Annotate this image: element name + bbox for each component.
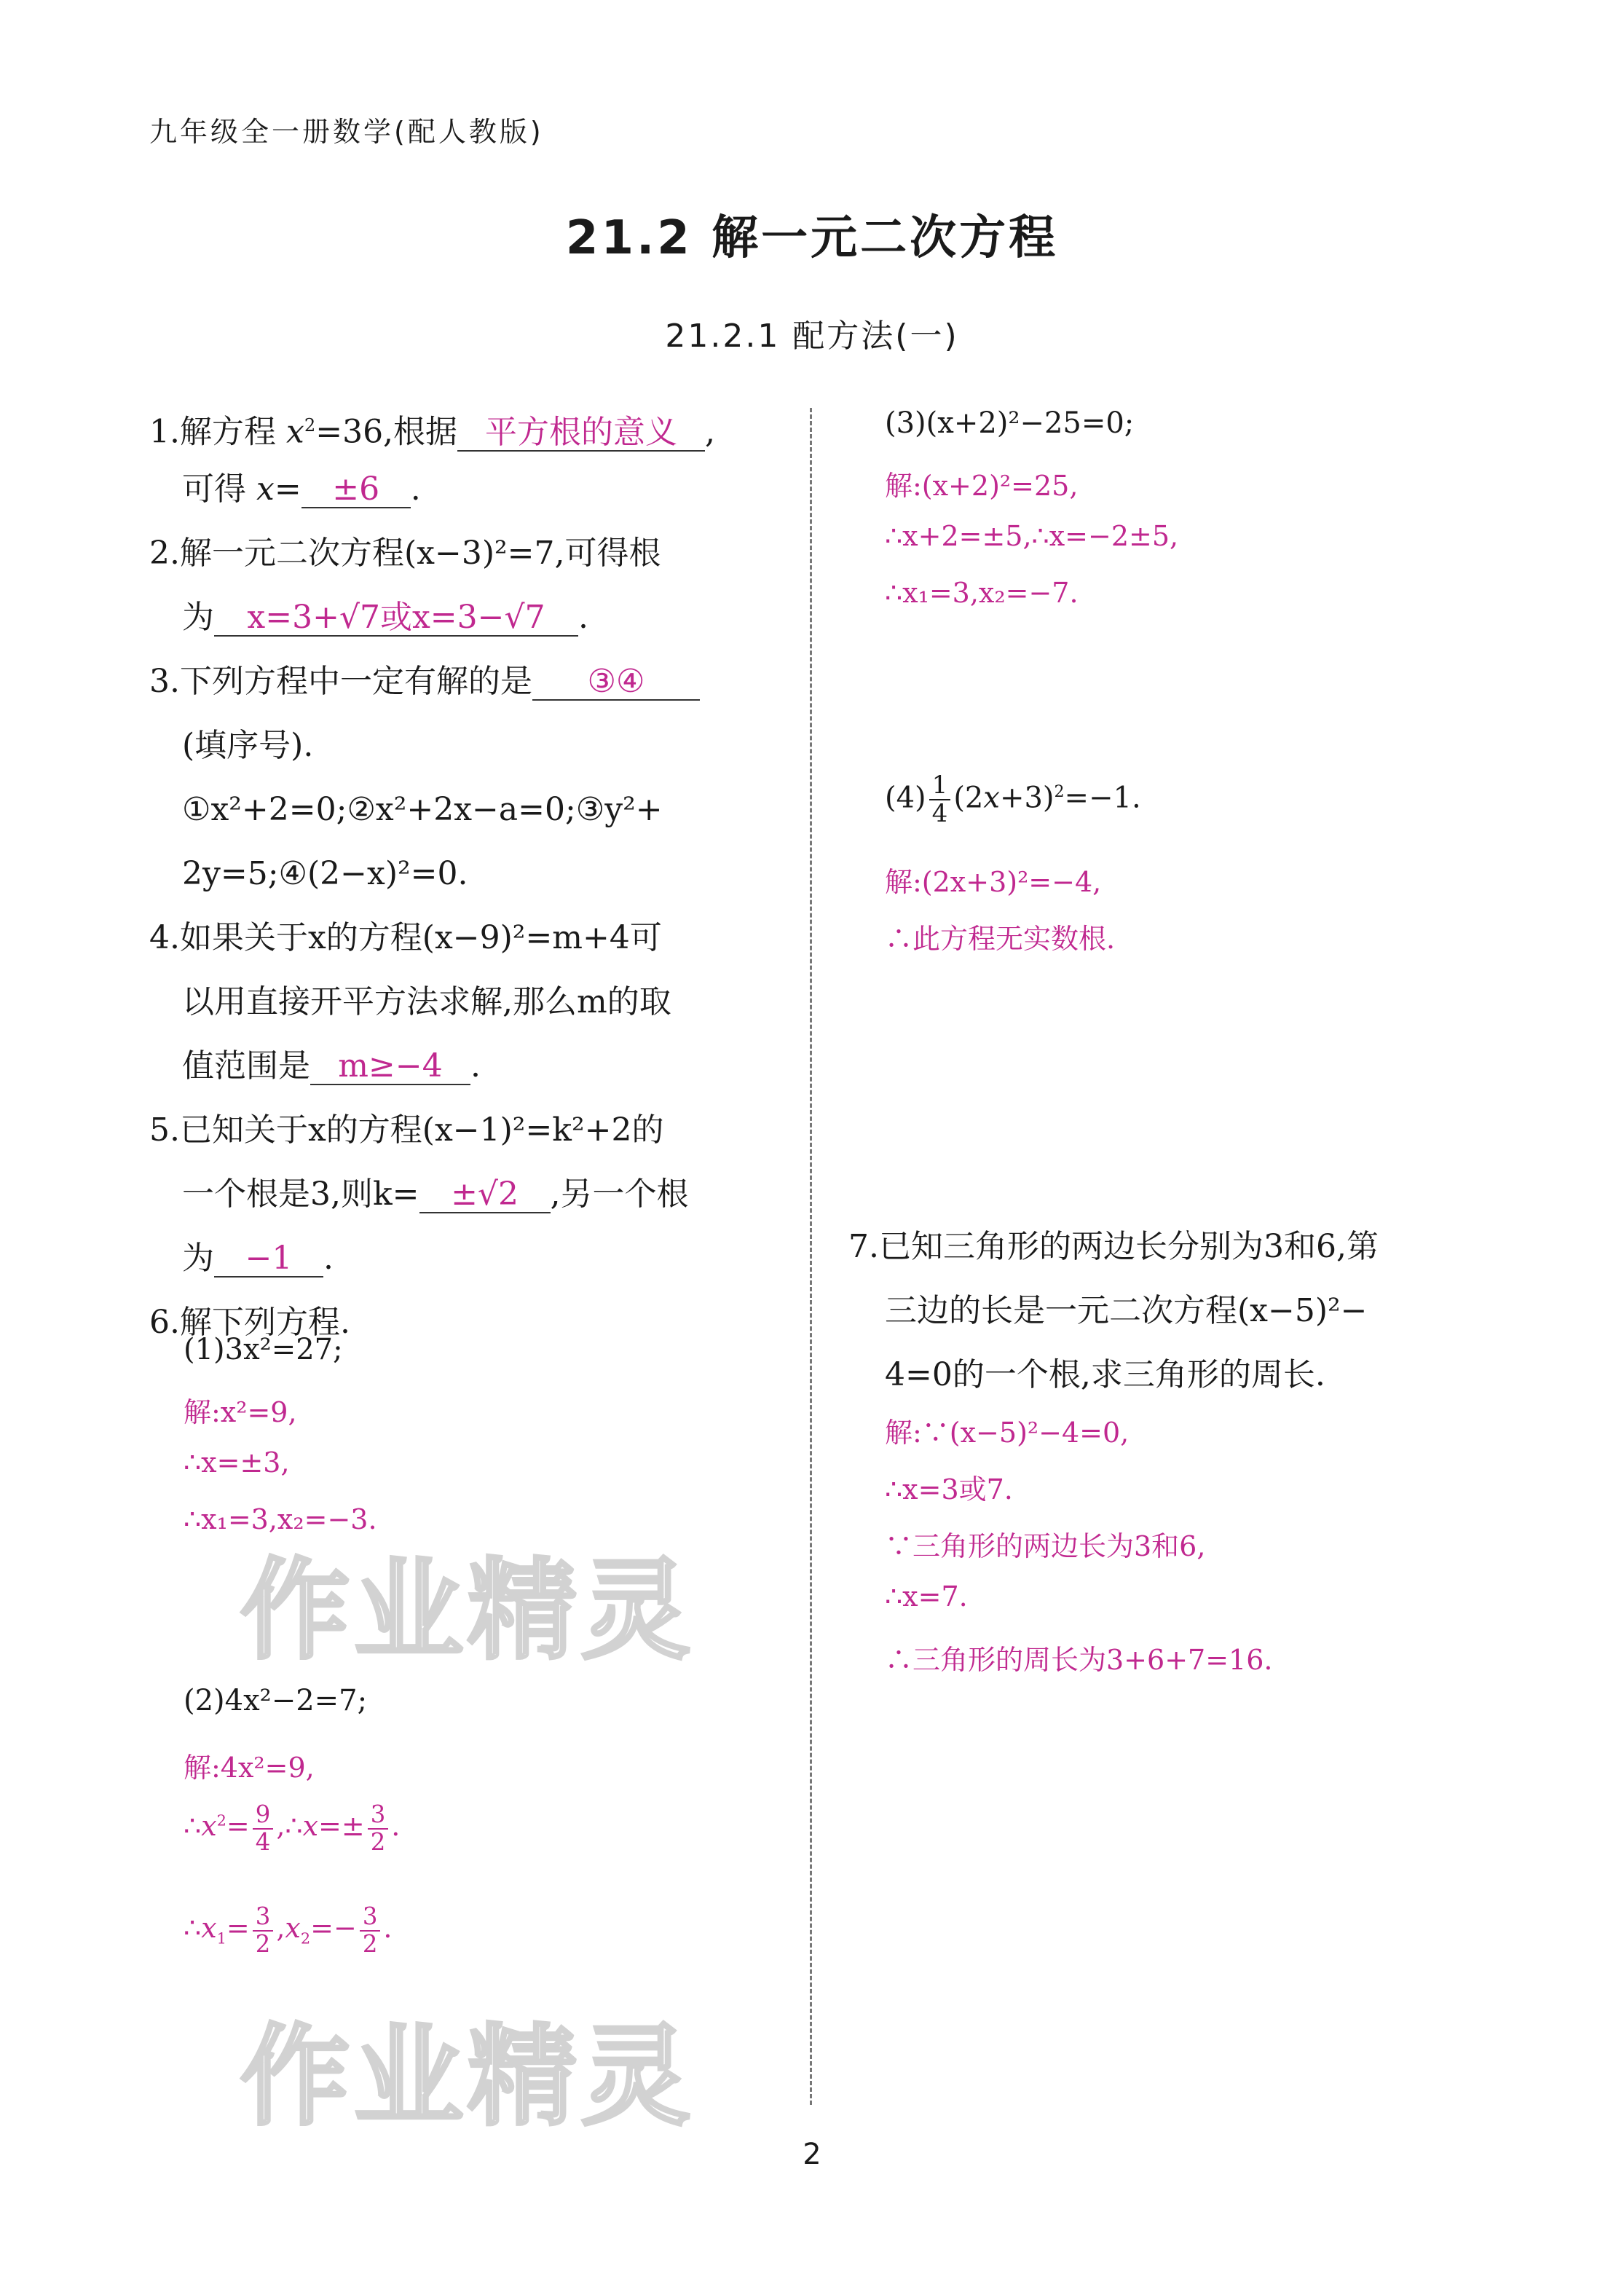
q5-line2-suffix: ,另一个根	[550, 1176, 689, 1213]
question-3-line1	[149, 650, 700, 714]
q7-step2: ∴x=3或7.	[885, 1473, 1013, 1505]
column-divider	[810, 408, 812, 2105]
q6-part4-label: (4) $\frac{1}{4}$ $(2x+3)^2=-1$.	[885, 771, 1141, 829]
q6-part3-step2: ∴x+2=±5,∴x=−2±5,	[885, 520, 1179, 552]
question-1-line1: 1.解方程 $x^2=36$,根据 平方根的意义 ,	[149, 413, 716, 451]
page-number: 2	[803, 2138, 821, 2171]
q7-step1: 解:∵(x−5)²−4=0,	[885, 1417, 1130, 1449]
q6-part2-step2: $\therefore x^2=$ $\frac{9}{4}$ ,∴x=± $\frac{3}{2}$ .	[184, 1800, 401, 1856]
q7-step5: ∴三角形的周长为3+6+7=16.	[885, 1644, 1273, 1676]
question-1-line2: 可得 x= ±6 .	[182, 471, 421, 508]
question-5-line3: 为 −1 .	[182, 1240, 334, 1277]
section-title: 21.2 解一元二次方程	[565, 211, 1059, 265]
q6-part2-label: (2)4x²−2=7;	[184, 1684, 368, 1717]
q1-line2-prefix: 可得	[182, 471, 246, 508]
question-5-line2	[182, 1162, 689, 1227]
q3-text: 3.下列方程中一定有解的是	[149, 663, 532, 700]
question-7-line3: 4=0的一个根,求三角形的周长.	[885, 1356, 1325, 1393]
q6-part2-step1: 解:4x²=9,	[184, 1752, 315, 1784]
question-5-line1: 5.已知关于x的方程(x−1)²=k²+2的	[149, 1111, 664, 1149]
subsection-title: 21.2.1 配方法(一)	[665, 318, 959, 355]
book-header: 九年级全一册数学(配人教版)	[149, 116, 544, 148]
fraction-1-4: $\frac{1}{4}$	[929, 772, 951, 828]
q5-answer2-blank: −1	[214, 1241, 323, 1278]
question-4-line3: 值范围是 m≥−4 .	[182, 1047, 481, 1084]
q6-part1-label: (1)3x²=27;	[184, 1333, 343, 1366]
fraction-3-2-root1: $\frac{3}{2}$	[253, 1904, 274, 1957]
q7-step3: ∵三角形的两边长为3和6,	[885, 1530, 1206, 1562]
question-6-title: 6.解下列方程.	[149, 1304, 350, 1341]
q6-part4-step1: 解:(2x+3)²=−4,	[885, 866, 1102, 898]
q5-line2-prefix: 一个根是3,则k=	[182, 1176, 419, 1213]
q6-part3-step1: 解:(x+2)²=25,	[885, 470, 1079, 502]
question-2-line2: 为 x=3+√7或x=3−√7 .	[182, 599, 588, 636]
fraction-3-2: $\frac{3}{2}$	[368, 1802, 389, 1855]
question-4-line2: 以用直接开平方法求解,那么m的取	[182, 983, 671, 1020]
q1-prefix: 1.解方程	[149, 413, 276, 451]
q2-answer-blank: x=3+√7或x=3−√7	[214, 600, 578, 637]
question-7-line1: 7.已知三角形的两边长分别为3和6,第	[848, 1228, 1379, 1265]
question-2-line1: 2.解一元二次方程(x−3)²=7,可得根	[149, 535, 661, 572]
q5-answer-blank: ±√2	[419, 1177, 551, 1213]
q6-part1-step2: ∴x=±3,	[184, 1446, 290, 1479]
q5-line3-prefix: 为	[182, 1240, 214, 1277]
q6-part4-step2: ∴此方程无实数根.	[885, 923, 1116, 955]
q6-part1-step3: ∴x₁=3,x₂=−3.	[184, 1503, 377, 1535]
fraction-9-4: $\frac{9}{4}$	[253, 1802, 274, 1855]
question-4-line1: 4.如果关于x的方程(x−9)²=m+4可	[149, 919, 662, 956]
q6-part2-step3: $\therefore x_1=$ $\frac{3}{2}$ $,x_2=-$ $\frac{3}{2}$ .	[184, 1902, 393, 1958]
q4-answer-blank: m≥−4	[310, 1049, 470, 1085]
q2-line2-prefix: 为	[182, 599, 214, 636]
question-3-line2: (填序号).	[182, 727, 314, 764]
watermark-1: 作业精灵	[240, 1548, 695, 1674]
question-3-line4: 2y=5;④(2−x)²=0.	[182, 855, 468, 892]
q1-answer2-blank: ±6	[301, 472, 411, 508]
q1-answer-blank: 平方根的意义	[457, 415, 705, 452]
fraction-3-2-root2: $\frac{3}{2}$	[360, 1904, 381, 1957]
question-7-line2: 三边的长是一元二次方程(x−5)²−	[885, 1292, 1368, 1329]
question-3-line3: ①x²+2=0;②x²+2x−a=0;③y²+	[182, 791, 663, 828]
q6-part3-label: (3)(x+2)²−25=0;	[885, 406, 1135, 440]
q4-line3-prefix: 值范围是	[182, 1047, 310, 1084]
q6-part1-step1: 解:x²=9,	[184, 1396, 297, 1428]
q7-step4: ∴x=7.	[885, 1580, 968, 1613]
watermark-2: 作业精灵	[240, 2014, 695, 2141]
q3-answer-blank: ③④	[532, 664, 700, 701]
q6-part3-step3: ∴x₁=3,x₂=−7.	[885, 577, 1079, 609]
